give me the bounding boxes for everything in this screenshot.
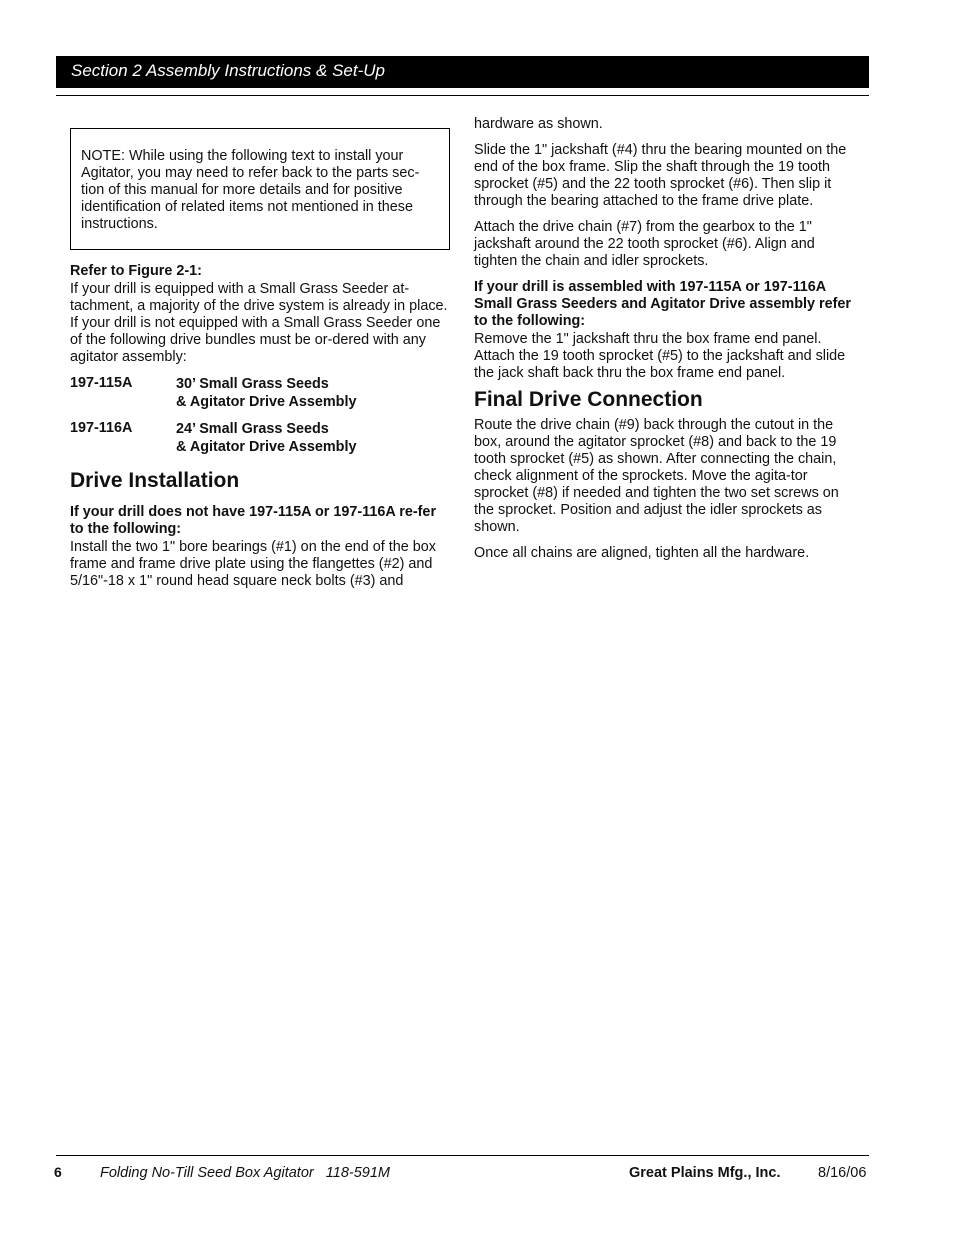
closing-paragraph: Once all chains are aligned, tighten all the hardware. [474, 545, 810, 561]
final-drive-heading: Final Drive Connection [474, 388, 703, 411]
assembled-condition: If your drill is assembled with 197-115A or 197-116A Small Grass Seeders and Agitator Drive assembly refer to the following: [474, 279, 851, 329]
drive-paragraph: Install the two 1" bore bearings (#1) on the end of the box frame and frame drive plate using the flangettes (#2) and 5/16"-18 x 1" round head square neck bolts (#3) and [70, 539, 436, 589]
note-box [70, 128, 450, 250]
remove-paragraph: Remove the 1" jackshaft thru the box frame end panel. Attach the 19 tooth sprocket (#5) to the jackshaft and slide the jack shaft back thru the box frame end panel. [474, 331, 846, 381]
bundle-item [70, 420, 450, 456]
bundle-code: 197-115A [70, 375, 133, 391]
bundle-desc-line1: 30’ Small Grass Seeds [176, 376, 329, 392]
bundle-desc-line1: 24’ Small Grass Seeds [176, 421, 329, 437]
final-drive-paragraph: Route the drive chain (#9) back through the cutout in the box, around the agitator sprocket (#8) and back to the 19 tooth sprocket (#5) as shown. After connecting the chain, check alignment of the sprockets. Move the agita-tor sprocket (#8) if needed and tighten the two set screws on the sprocket. Position and adjust the idler sprockets as shown. [474, 417, 839, 535]
footer-divider [56, 1155, 869, 1156]
drive-chain-paragraph: Attach the drive chain (#7) from the gearbox to the 1" jackshaft around the 22 tooth sprocket (#6). Align and tighten the chain and idler sprockets. [474, 219, 815, 269]
refer-heading: Refer to Figure 2-1: [70, 263, 202, 279]
section-title: Section 2 Assembly Instructions & Set-Up [71, 61, 386, 80]
section-header-bar [56, 56, 869, 88]
bundle-desc-line2: & Agitator Drive Assembly [176, 394, 357, 410]
continuation-text: hardware as shown. [474, 116, 603, 132]
bundle-item [70, 375, 450, 411]
left-column [70, 128, 450, 590]
company-name: Great Plains Mfg., Inc. [629, 1165, 781, 1181]
jackshaft-paragraph: Slide the 1" jackshaft (#4) thru the bearing mounted on the end of the box frame. Slip the shaft through the 19 tooth sprocket (#5) and the 22 tooth sprocket (#6). Then slip it through the bearing attached to the frame drive plate. [474, 142, 847, 209]
intro-paragraph: If your drill is equipped with a Small Grass Seeder at-tachment, a majority of the drive system is already in place. If your drill is not equipped with a Small Grass Seeder one of the following drive bundles must be or-dered with any agitator assembly: [70, 281, 448, 365]
drive-condition: If your drill does not have 197-115A or 197-116A re-fer to the following: [70, 504, 437, 537]
document-date: 8/16/06 [818, 1165, 867, 1181]
header-divider [56, 95, 869, 96]
document-title: Folding No-Till Seed Box Agitator 118-591M [100, 1165, 391, 1181]
drive-installation-heading: Drive Installation [70, 469, 240, 492]
bundle-desc-line2: & Agitator Drive Assembly [176, 439, 357, 455]
right-column [474, 116, 856, 562]
note-text: NOTE: While using the following text to install your Agitator, you may need to refer back to the parts sec-tion of this manual for more details and for positive identification of related items not mentioned in these instructions. [81, 148, 420, 232]
bundle-code: 197-116A [70, 420, 133, 436]
page-number: 6 [54, 1164, 62, 1180]
